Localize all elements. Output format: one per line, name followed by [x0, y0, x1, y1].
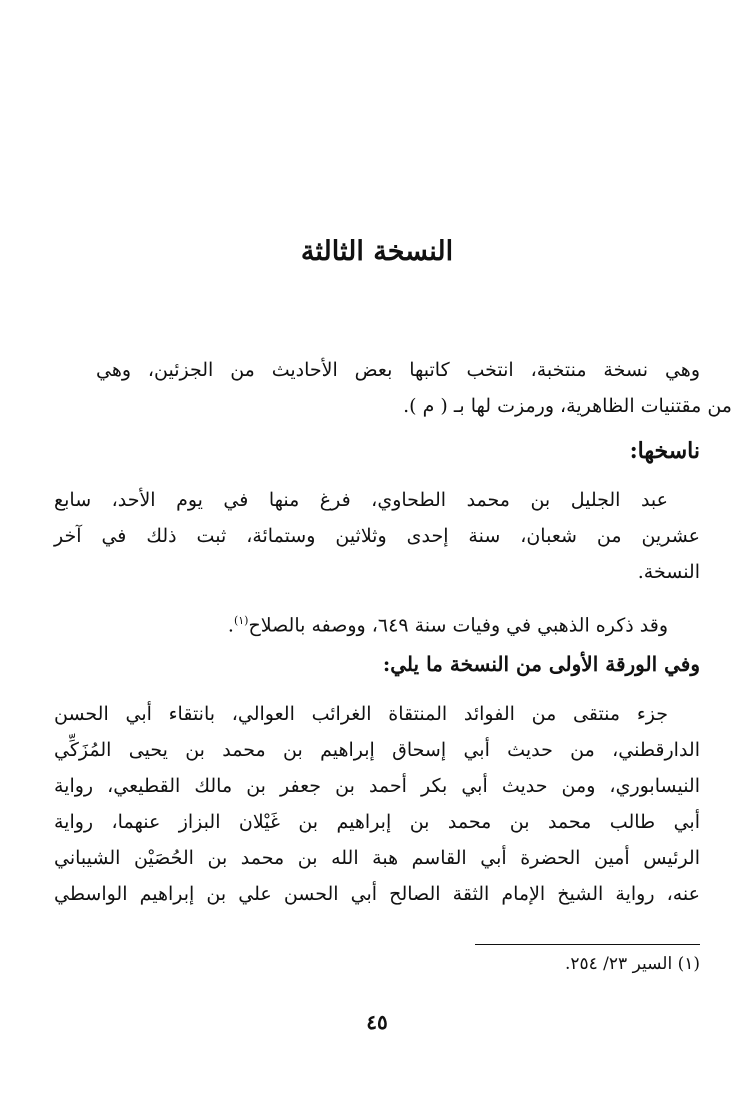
intro-paragraph: [96, 352, 732, 424]
leaf-line-1: جزء منتقى من الفوائد المنتقاة الغرائب العوالي، بانتقاء أبي الحسن: [54, 703, 668, 725]
dhahabi-text: وقد ذكره الذهبي في وفيات سنة ٦٤٩، ووصفه بالصلاح: [248, 614, 668, 637]
copyist-line-2: عشرين من شعبان، سنة إحدى وثلاثين وستمائة، ثبت ذلك في آخر: [54, 525, 700, 547]
dhahabi-paragraph: [54, 603, 700, 643]
copyist-line-3: النسخة.: [637, 561, 700, 583]
footnote-divider: [475, 944, 700, 945]
dhahabi-line: [54, 603, 700, 643]
leaf-line-2: الدارقطني، من حديث أبي إسحاق إبراهيم بن محمد بن يحيى المُزَكِّي: [54, 739, 700, 761]
section-title: النسخة الثالثة: [300, 236, 454, 267]
leaf-line-5: الرئيس أمين الحضرة أبي القاسم هبة الله بن محمد بن الحُصَيْن الشيباني: [54, 847, 700, 869]
copyist-line-1: عبد الجليل بن محمد الطحاوي، فرغ منها في يوم الأحد، سابع: [54, 489, 668, 511]
footnote: [565, 954, 700, 974]
first-leaf-paragraph: [54, 696, 700, 912]
copyist-paragraph: [54, 482, 700, 590]
leaf-line-4: أبي طالب محمد بن محمد بن إبراهيم بن غَيْلان البزاز عنهما، رواية: [54, 811, 700, 833]
leaf-line-3: النيسابوري، ومن حديث أبي بكر أحمد بن جعفر بن مالك القطيعي، رواية: [54, 775, 700, 797]
intro-line-2: من مقتنيات الظاهرية، ورمزت لها بـ ( م ).: [403, 395, 732, 417]
intro-line-1: وهي نسخة منتخبة، انتخب كاتبها بعض الأحاديث من الجزئين، وهي: [96, 359, 700, 381]
footnote-text: السير ٢٣/ ٢٥٤.: [564, 954, 673, 974]
first-leaf-heading: وفي الورقة الأولى من النسخة ما يلي:: [382, 652, 700, 676]
dhahabi-end: .: [227, 614, 234, 637]
footnote-marker: (١): [677, 954, 700, 974]
copyist-heading: ناسخها:: [629, 438, 700, 464]
page-number: ٤٥: [366, 1010, 388, 1034]
footnote-reference[interactable]: (١): [233, 614, 249, 627]
leaf-line-6: عنه، رواية الشيخ الإمام الثقة الصالح أبي الحسن علي بن إبراهيم الواسطي: [54, 883, 700, 905]
